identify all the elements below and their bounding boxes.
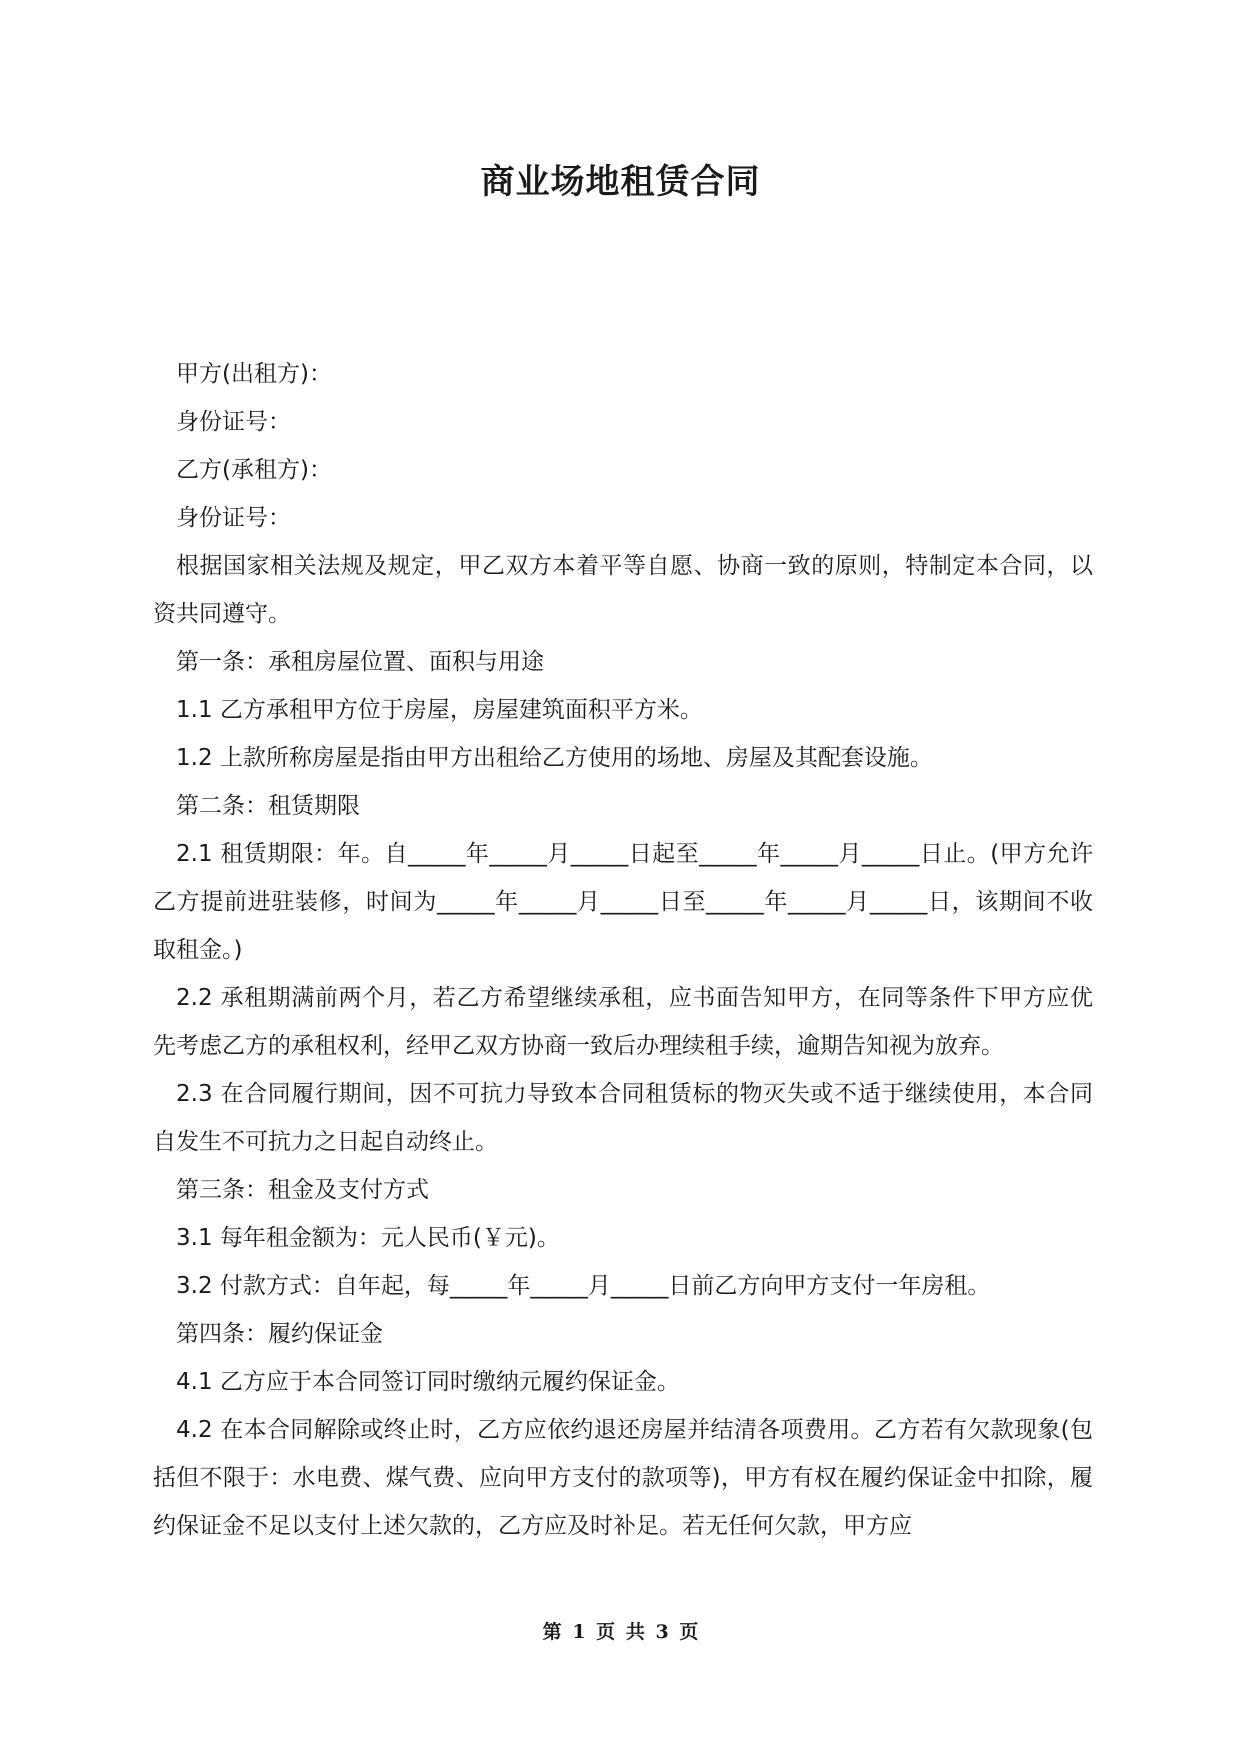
- article-4-heading: 第四条：履约保证金: [176, 1321, 383, 1347]
- footer-current-page: 1: [572, 1621, 586, 1643]
- clause-3-2: 3.2 付款方式：自年起，每_____年_____月_____日前乙方向甲方支付一年房租。: [176, 1273, 991, 1299]
- party-b-id-line: 身份证号：: [176, 505, 291, 531]
- footer-total-prefix: 共: [625, 1621, 645, 1643]
- footer-prefix: 第: [542, 1621, 562, 1643]
- document-body: [153, 350, 1093, 1550]
- party-a-line: 甲方(出租方)：: [176, 361, 332, 387]
- clause-4-2: 4.2 在本合同解除或终止时，乙方应依约退还房屋并结清各项费用。乙方若有欠款现象(包括但不限于：水电费、煤气费、应向甲方支付的款项等)，甲方有权在履约保证金中扣除，履约保证金不足以支付上述欠款的，乙方应及时补足。若无任何欠款，甲方应: [153, 1417, 1093, 1539]
- clause-1-1: 1.1 乙方承租甲方位于房屋，房屋建筑面积平方米。: [176, 697, 703, 723]
- clause-1-2: 1.2 上款所称房屋是指由甲方出租给乙方使用的场地、房屋及其配套设施。: [176, 745, 933, 771]
- clause-2-3: 2.3 在合同履行期间，因不可抗力导致本合同租赁标的物灭失或不适于继续使用，本合同自发生不可抗力之日起自动终止。: [153, 1081, 1093, 1155]
- article-2-heading: 第二条：租赁期限: [176, 793, 360, 819]
- page-footer: [0, 1620, 1241, 1644]
- article-1-heading: 第一条：承租房屋位置、面积与用途: [176, 649, 544, 675]
- document-title: 商业场地租赁合同: [480, 162, 761, 202]
- footer-total-suffix: 页: [679, 1621, 699, 1643]
- clause-2-2: 2.2 承租期满前两个月，若乙方希望继续承租，应书面告知甲方，在同等条件下甲方应优先考虑乙方的承租权利，经甲乙双方协商一致后办理续租手续，逾期告知视为放弃。: [153, 985, 1093, 1059]
- footer-total-pages: 3: [655, 1621, 669, 1643]
- article-3-heading: 第三条：租金及支付方式: [176, 1177, 429, 1203]
- clause-4-1: 4.1 乙方应于本合同签订同时缴纳元履约保证金。: [176, 1369, 680, 1395]
- footer-page-word: 页: [596, 1621, 616, 1643]
- party-a-id-line: 身份证号：: [176, 409, 291, 435]
- clause-2-1: 2.1 租赁期限：年。自_____年_____月_____日起至_____年_____月_____日止。(甲方允许乙方提前进驻装修，时间为_____年_____月_____日至_____年_____月_____日，该期间不收取租金。): [153, 841, 1093, 963]
- party-b-line: 乙方(承租方)：: [176, 457, 332, 483]
- preamble-paragraph: 根据国家相关法规及规定，甲乙双方本着平等自愿、协商一致的原则，特制定本合同，以资共同遵守。: [153, 553, 1093, 627]
- clause-3-1: 3.1 每年租金额为：元人民币(￥元)。: [176, 1225, 560, 1251]
